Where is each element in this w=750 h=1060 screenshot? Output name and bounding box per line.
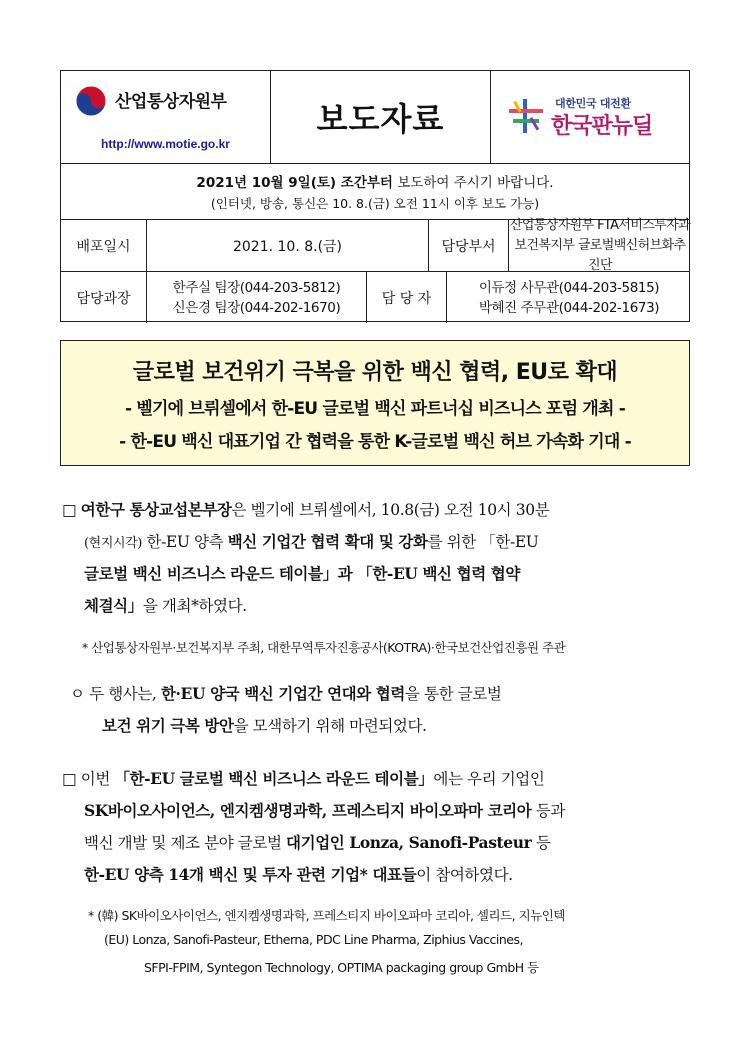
paragraph-2: [70, 682, 690, 742]
p3-line-4: 한-EU 양측 14개 백신 및 투자 관련 기업* 대표들이 참여하였다.: [84, 865, 513, 884]
p2-line-2: 보건 위기 극복 방안을 모색하기 위해 마련되었다.: [102, 716, 427, 735]
p1-line-3: 글로벌 백신 비즈니스 라운드 테이블」과 「한-EU 백신 협력 협약: [84, 564, 520, 583]
headline-subtitle-2: - 한-EU 백신 대표기업 간 협력을 통한 K-글로벌 백신 허브 가속화 기대 -: [119, 431, 631, 452]
headline-subtitle-1: - 벨기에 브뤼셀에서 한-EU 글로벌 백신 파트너십 비즈니스 포럼 개최 -: [125, 398, 625, 419]
new-deal-mark-icon: [507, 97, 545, 135]
p1-line-2: (현지시각) 한-EU 양측 백신 기업간 협력 확대 및 강화를 위한 「한-EU: [84, 532, 539, 551]
staff-label: 담 당 자: [366, 272, 446, 323]
headline-title: 글로벌 보건위기 극복을 위한 백신 협력, EU로 확대: [132, 359, 618, 385]
p3-line-1: □ 이번 「한-EU 글로벌 백신 비즈니스 라운드 테이블」에는 우리 기업인: [62, 769, 545, 788]
new-deal-subtitle: 대한민국 대전환: [555, 97, 631, 110]
paragraph-3: [62, 767, 692, 897]
contacts-row: [61, 271, 689, 323]
ministry-logo-block: [61, 71, 271, 163]
dist-date-value: 2021. 10. 8.(금): [146, 220, 428, 271]
p2-line-1: ㅇ 두 행사는, 한·EU 양국 백신 기업간 연대와 협력을 통한 글로벌: [70, 684, 502, 703]
embargo-row: [61, 163, 689, 219]
footnote-2-line-1: * (韓) SK바이오사이언스, 엔지켐생명과학, 프레스티지 바이오파마 코리아, 셀리드, 지뉴인텍: [88, 908, 565, 923]
manager-label: 담당과장: [76, 290, 131, 307]
embargo-note: (인터넷, 방송, 통신은 10. 8.(금) 오전 11시 이후 보도 가능): [210, 196, 540, 211]
dist-date-label: 배포일시: [76, 238, 131, 255]
p3-line-3: 백신 개발 및 제조 분야 글로벌 대기업인 Lonza, Sanofi-Pasteur 등: [84, 833, 551, 852]
p3-line-2: SK바이오사이언스, 엔지켐생명과학, 프레스티지 바이오파마 코리아 등과: [84, 801, 566, 820]
footnote-1: * 산업통상자원부·보건복지부 주최, 대한무역투자진흥공사(KOTRA)·한국보건산업진흥원 주관: [82, 640, 566, 655]
headline-box: [60, 340, 690, 466]
p1-line-4: 체결식」을 개최*하였다.: [84, 596, 247, 615]
page-title: 보도자료: [271, 71, 491, 163]
paragraph-1: [62, 498, 692, 628]
dept-label: 담당부서: [428, 220, 508, 271]
taegeuk-emblem-icon: [75, 85, 107, 117]
p1-line-1: □ 여한구 통상교섭본부장은 벨기에 브뤼셀에서, 10.8(금) 오전 10시 30분: [62, 500, 550, 519]
new-deal-logo: [491, 71, 691, 163]
new-deal-title: 한국판뉴딜: [551, 114, 653, 139]
distribution-row: [61, 219, 689, 271]
staff-value: 이듀정 사무관(044-203-5815) 박혜진 주무관(044-202-1673): [446, 272, 691, 323]
manager-value: 한주실 팀장(044-203-5812) 신은경 팀장(044-202-1670): [146, 272, 366, 323]
embargo-text: 2021년 10월 9일(토) 조간부터 보도하여 주시기 바랍니다.: [196, 175, 554, 191]
dept-value: 산업통상자원부 FTA서비스투자과 보건복지부 글로벌백신허브화추진단: [509, 217, 691, 273]
footnote-2-line-2: (EU) Lonza, Sanofi-Pasteur, Etherna, PDC Line Pharma, Ziphius Vaccines,: [104, 932, 523, 947]
press-header-table: [60, 70, 690, 322]
ministry-name: 산업통상자원부: [115, 92, 227, 112]
footnote-2-line-3: SFPI-FPIM, Syntegon Technology, OPTIMA packaging group GmbH 등: [144, 960, 539, 975]
ministry-url-link[interactable]: http://www.motie.go.kr: [101, 137, 230, 151]
